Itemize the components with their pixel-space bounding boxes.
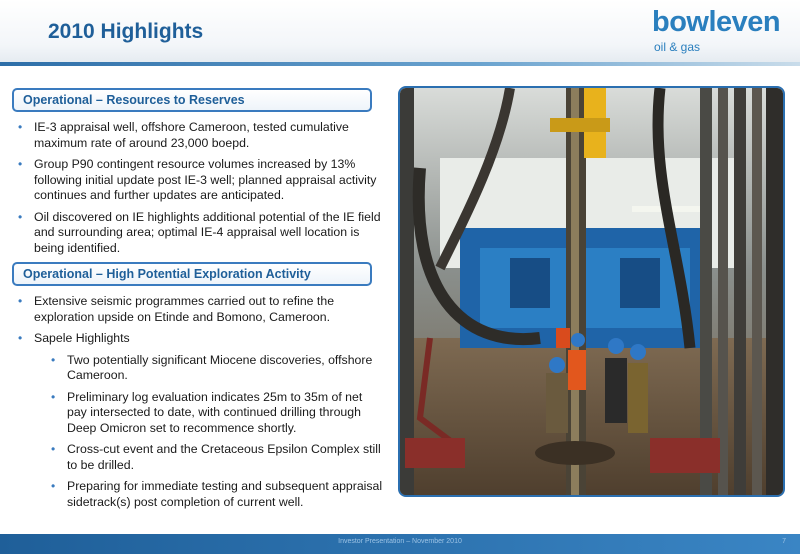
list-item: • Sapele Highlights [18,331,384,347]
sub-list-item: • Cross-cut event and the Cretaceous Epsilon Complex still to be drilled. [51,442,384,473]
page-number: 7 [782,538,786,545]
list-item: • Extensive seismic programmes carried out to refine the exploration upside on Etinde and Bomono, Cameroon. [18,294,384,325]
footer-text: Investor Presentation – November 2010 [338,538,462,545]
sub-list-item: • Preparing for immediate testing and subsequent appraisal sidetrack(s) post completion of current well. [51,479,384,510]
sub-list-item: • Preliminary log evaluation indicates 25m to 35m of net pay intersected to date, with continued drilling through Deep Omicron set to recommence shortly. [51,390,384,437]
title-divider [0,62,800,66]
list-item: • Oil discovered on IE highlights additional potential of the IE field and surrounding area; optimal IE-4 appraisal well location is being identified. [18,210,384,257]
logo-wordmark: bowleven [652,6,781,38]
logo-tagline: oil & gas [654,40,701,54]
resources-bullet-list [18,120,384,262]
company-logo [630,6,790,58]
list-item: • Group P90 contingent resource volumes increased by 13% following initial update post IE-3 well; planned appraisal activity continues and further updates are anticipated. [18,157,384,204]
section-heading-exploration [12,262,372,286]
section-heading-label: Operational – Resources to Reserves [23,93,245,107]
sub-list-item: • Two potentially significant Miocene discoveries, offshore Cameroon. [51,353,384,384]
exploration-bullet-list [18,294,384,516]
slide-title: 2010 Highlights [48,20,204,43]
list-item: • IE-3 appraisal well, offshore Cameroon, tested cumulative maximum rate of around 23,000 boepd. [18,120,384,151]
drilling-rig-photo [398,86,785,497]
section-heading-resources [12,88,372,112]
footer-bar [0,534,800,554]
section-heading-label: Operational – High Potential Exploration Activity [23,267,311,281]
